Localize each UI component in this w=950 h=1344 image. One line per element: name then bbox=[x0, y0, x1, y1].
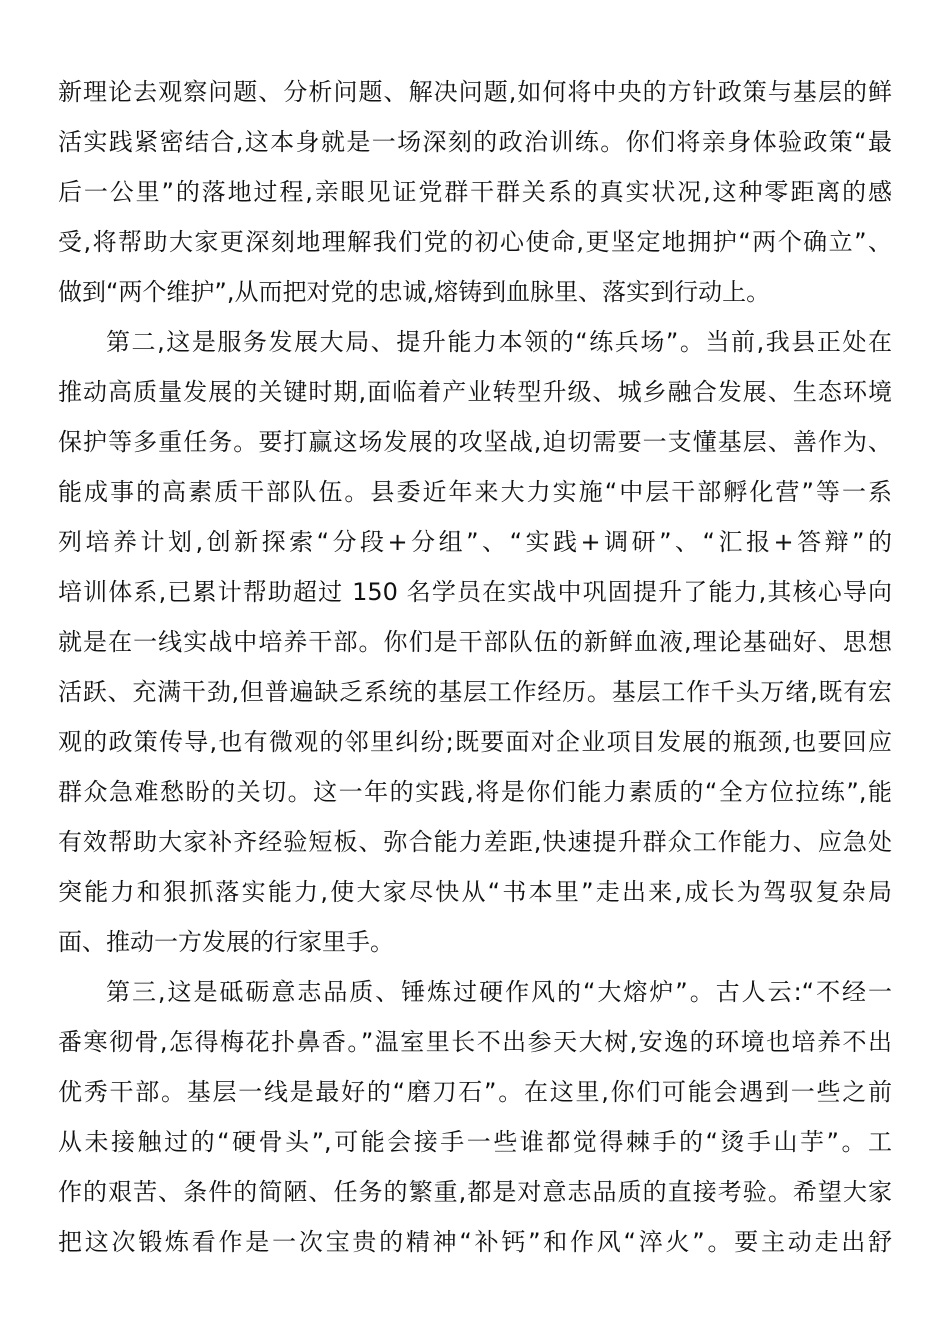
text-line: 观的政策传导,也有微观的邻里纠纷;既要面对企业项目发展的瓶颈,也要回应 bbox=[58, 728, 892, 756]
text-line: 优秀干部。基层一线是最好的“磨刀石”。在这里,你们可能会遇到一些之前 bbox=[58, 1078, 892, 1106]
text-line: 就是在一线实战中培养干部。你们是干部队伍的新鲜血液,理论基础好、思想 bbox=[58, 628, 892, 656]
text-line: 作的艰苦、条件的简陋、任务的繁重,都是对意志品质的直接考验。希望大家 bbox=[58, 1178, 892, 1206]
text-line: 番寒彻骨,怎得梅花扑鼻香。”温室里长不出参天大树,安逸的环境也培养不出 bbox=[58, 1028, 892, 1056]
paragraph-start-line: 第二,这是服务发展大局、提升能力本领的“练兵场”。当前,我县正处在 bbox=[106, 328, 892, 356]
text-line: 培训体系,已累计帮助超过 150 名学员在实战中巩固提升了能力,其核心导向 bbox=[58, 578, 892, 606]
text-line: 突能力和狠抓落实能力,使大家尽快从“书本里”走出来,成长为驾驭复杂局 bbox=[58, 878, 892, 906]
text-line: 列培养计划,创新探索“分段+分组”、“实践+调研”、“汇报+答辩”的 bbox=[58, 528, 892, 556]
text-line: 活实践紧密结合,这本身就是一场深刻的政治训练。你们将亲身体验政策“最 bbox=[58, 128, 892, 156]
text-line: 把这次锻炼看作是一次宝贵的精神“补钙”和作风“淬火”。要主动走出舒 bbox=[58, 1228, 892, 1256]
text-line: 面、推动一方发展的行家里手。 bbox=[58, 928, 394, 956]
text-line: 群众急难愁盼的关切。这一年的实践,将是你们能力素质的“全方位拉练”,能 bbox=[58, 778, 892, 806]
text-line: 做到“两个维护”,从而把对党的忠诚,熔铸到血脉里、落实到行动上。 bbox=[58, 278, 771, 306]
paragraph-start-line: 第三,这是砥砺意志品质、锤炼过硬作风的“大熔炉”。古人云:“不经一 bbox=[106, 978, 892, 1006]
text-line: 从未接触过的“硬骨头”,可能会接手一些谁都觉得棘手的“烫手山芋”。工 bbox=[58, 1128, 892, 1156]
text-line: 能成事的高素质干部队伍。县委近年来大力实施“中层干部孵化营”等一系 bbox=[58, 478, 892, 506]
text-line: 受,将帮助大家更深刻地理解我们党的初心使命,更坚定地拥护“两个确立”、 bbox=[58, 228, 892, 256]
text-line: 保护等多重任务。要打赢这场发展的攻坚战,迫切需要一支懂基层、善作为、 bbox=[58, 428, 892, 456]
text-line: 有效帮助大家补齐经验短板、弥合能力差距,快速提升群众工作能力、应急处 bbox=[58, 828, 892, 856]
text-line: 活跃、充满干劲,但普遍缺乏系统的基层工作经历。基层工作千头万绪,既有宏 bbox=[58, 678, 892, 706]
text-line: 推动高质量发展的关键时期,面临着产业转型升级、城乡融合发展、生态环境 bbox=[58, 378, 892, 406]
text-line: 后一公里”的落地过程,亲眼见证党群干群关系的真实状况,这种零距离的感 bbox=[58, 178, 892, 206]
body-text bbox=[58, 67, 892, 1267]
text-line: 新理论去观察问题、分析问题、解决问题,如何将中央的方针政策与基层的鲜 bbox=[58, 78, 892, 106]
